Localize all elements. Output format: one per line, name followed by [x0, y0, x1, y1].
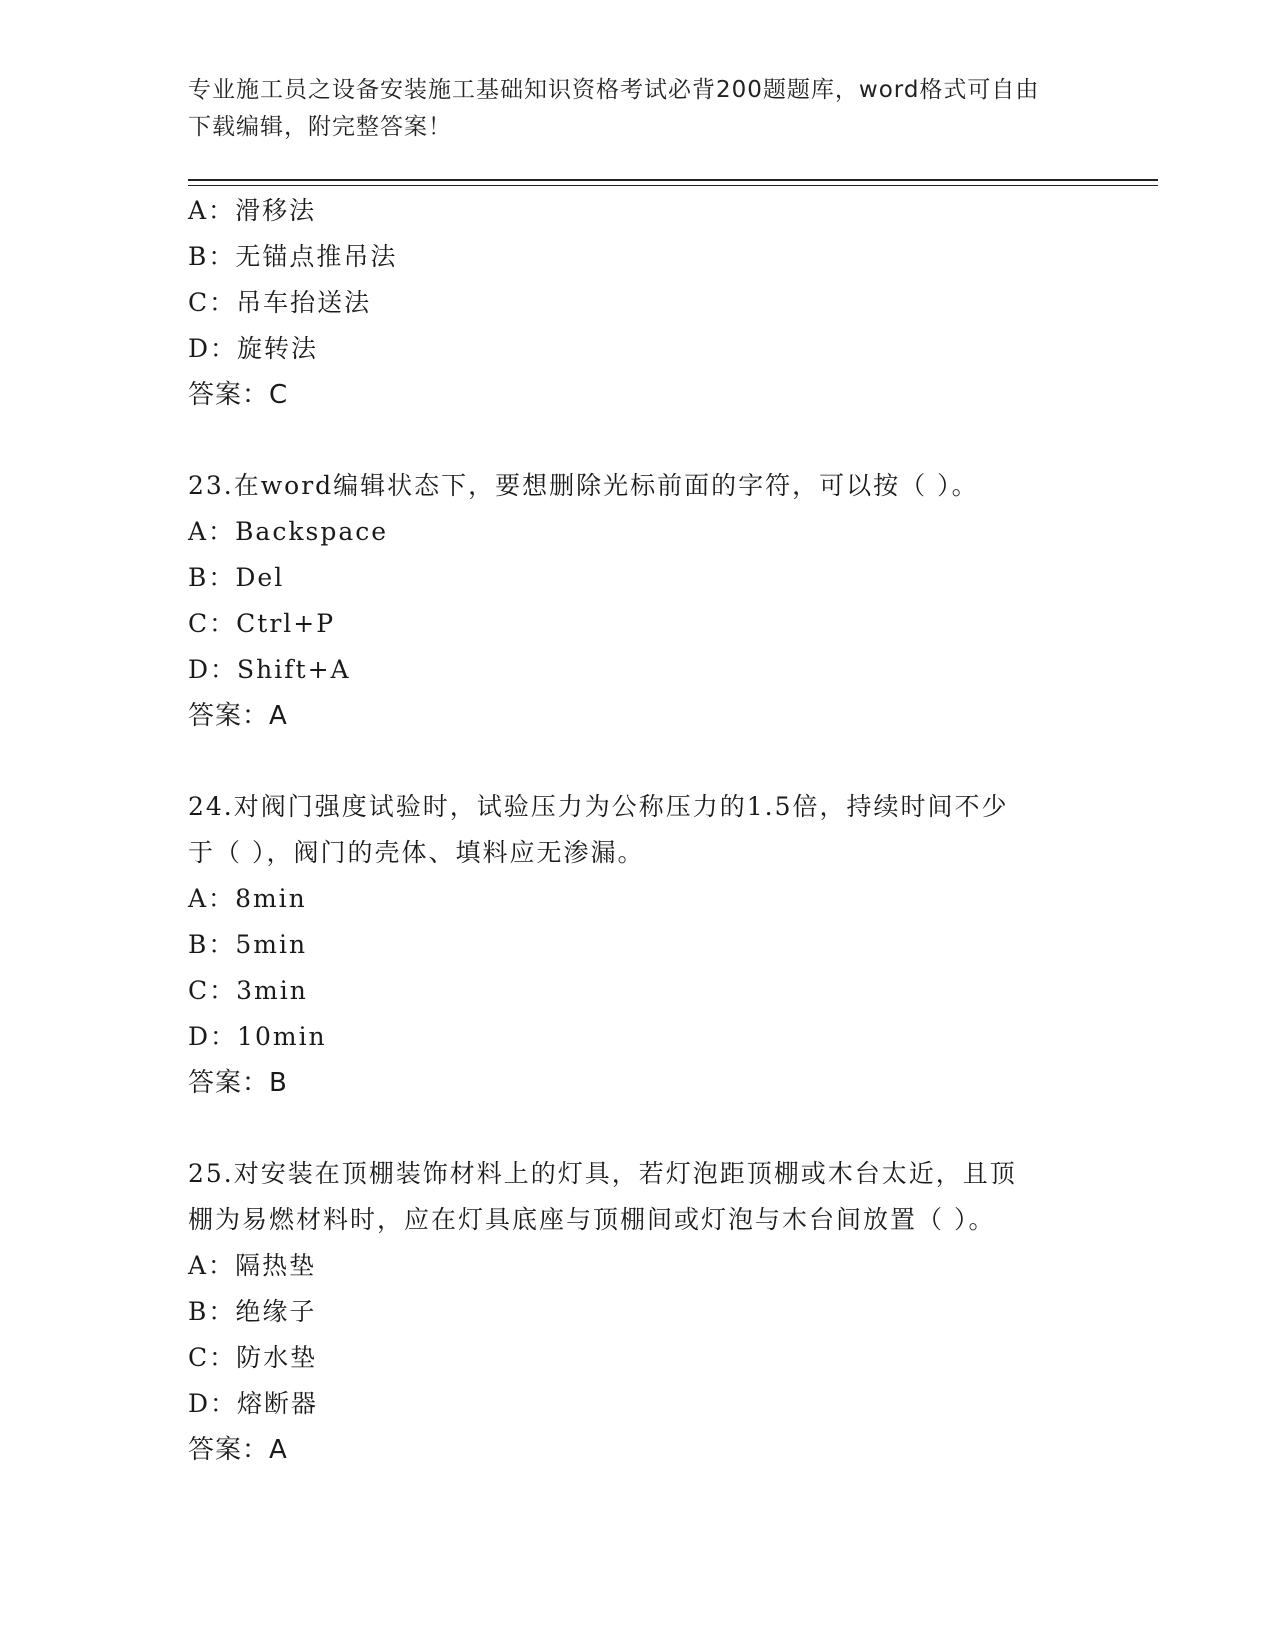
option-text: 5min [235, 930, 308, 959]
header-line-1: 专业施工员之设备安装施工基础知识资格考试必背200题题库，word格式可自由 [188, 77, 1040, 103]
question-stem [188, 784, 1088, 876]
option-text: 10min [237, 1022, 327, 1051]
option-c [188, 601, 1088, 647]
option-c [188, 1335, 1088, 1381]
option-label: A： [188, 884, 236, 913]
answer-line: 答案：A [188, 701, 288, 731]
option-text: 旋转法 [237, 334, 319, 363]
option-d [188, 647, 1088, 693]
option-text: 吊车抬送法 [236, 288, 372, 317]
option-label: B： [188, 930, 236, 959]
option-label: C： [188, 288, 237, 317]
option-label: C： [188, 609, 237, 638]
option-text: 无锚点推吊法 [235, 242, 398, 271]
option-text: 滑移法 [235, 196, 317, 225]
option-text: Backspace [235, 517, 389, 546]
question-stem-line: 23.在word编辑状态下，要想删除光标前面的字符，可以按（ ）。 [188, 471, 979, 500]
answer-line: 答案：B [188, 1068, 288, 1098]
option-label: A： [188, 517, 236, 546]
option-label: C： [188, 976, 237, 1005]
option-label: C： [188, 1343, 237, 1372]
question-stem [188, 1151, 1088, 1243]
option-b [188, 234, 1088, 280]
option-b [188, 555, 1088, 601]
option-d [188, 1014, 1088, 1060]
option-label: A： [188, 196, 236, 225]
option-c [188, 280, 1088, 326]
document-header [188, 72, 1088, 146]
question-25 [188, 1151, 1088, 1473]
question-stem-line: 于（ ），阀门的壳体、填料应无渗漏。 [188, 838, 645, 867]
question-stem-line: 棚为易燃材料时，应在灯具底座与顶棚间或灯泡与木台间放置（ ）。 [188, 1205, 996, 1234]
question-stem-line: 25.对安装在顶棚装饰材料上的灯具，若灯泡距顶棚或木台太近，且顶 [188, 1159, 1017, 1188]
question-22-continuation [188, 188, 1088, 418]
question-stem [188, 463, 1088, 509]
option-label: D： [188, 1022, 238, 1051]
header-divider-thick [188, 179, 1158, 181]
option-label: D： [188, 334, 238, 363]
option-label: A： [188, 1251, 236, 1280]
option-text: Shift+A [237, 655, 351, 684]
option-text: 熔断器 [237, 1389, 319, 1418]
option-a [188, 1243, 1088, 1289]
option-text: 隔热垫 [235, 1251, 317, 1280]
option-label: D： [188, 1389, 238, 1418]
header-line-2: 下载编辑，附完整答案！ [188, 114, 452, 140]
question-24 [188, 784, 1088, 1106]
option-d [188, 1381, 1088, 1427]
answer-line: 答案：C [188, 380, 289, 410]
option-label: B： [188, 563, 236, 592]
option-a [188, 188, 1088, 234]
option-text: 8min [235, 884, 307, 913]
option-text: 3min [236, 976, 308, 1005]
option-text: 绝缘子 [235, 1297, 317, 1326]
option-label: D： [188, 655, 238, 684]
option-b [188, 1289, 1088, 1335]
option-text: Ctrl+P [236, 609, 336, 638]
question-23 [188, 463, 1088, 739]
option-b [188, 922, 1088, 968]
question-list [188, 188, 1088, 1473]
option-d [188, 326, 1088, 372]
option-a [188, 876, 1088, 922]
question-stem-line: 24.对阀门强度试验时，试验压力为公称压力的1.5倍，持续时间不少 [188, 792, 1009, 821]
answer-line: 答案：A [188, 1435, 288, 1465]
option-c [188, 968, 1088, 1014]
header-divider-thin [188, 185, 1158, 186]
option-label: B： [188, 1297, 236, 1326]
option-a [188, 509, 1088, 555]
option-text: 防水垫 [236, 1343, 318, 1372]
option-text: Del [235, 563, 285, 592]
option-label: B： [188, 242, 236, 271]
